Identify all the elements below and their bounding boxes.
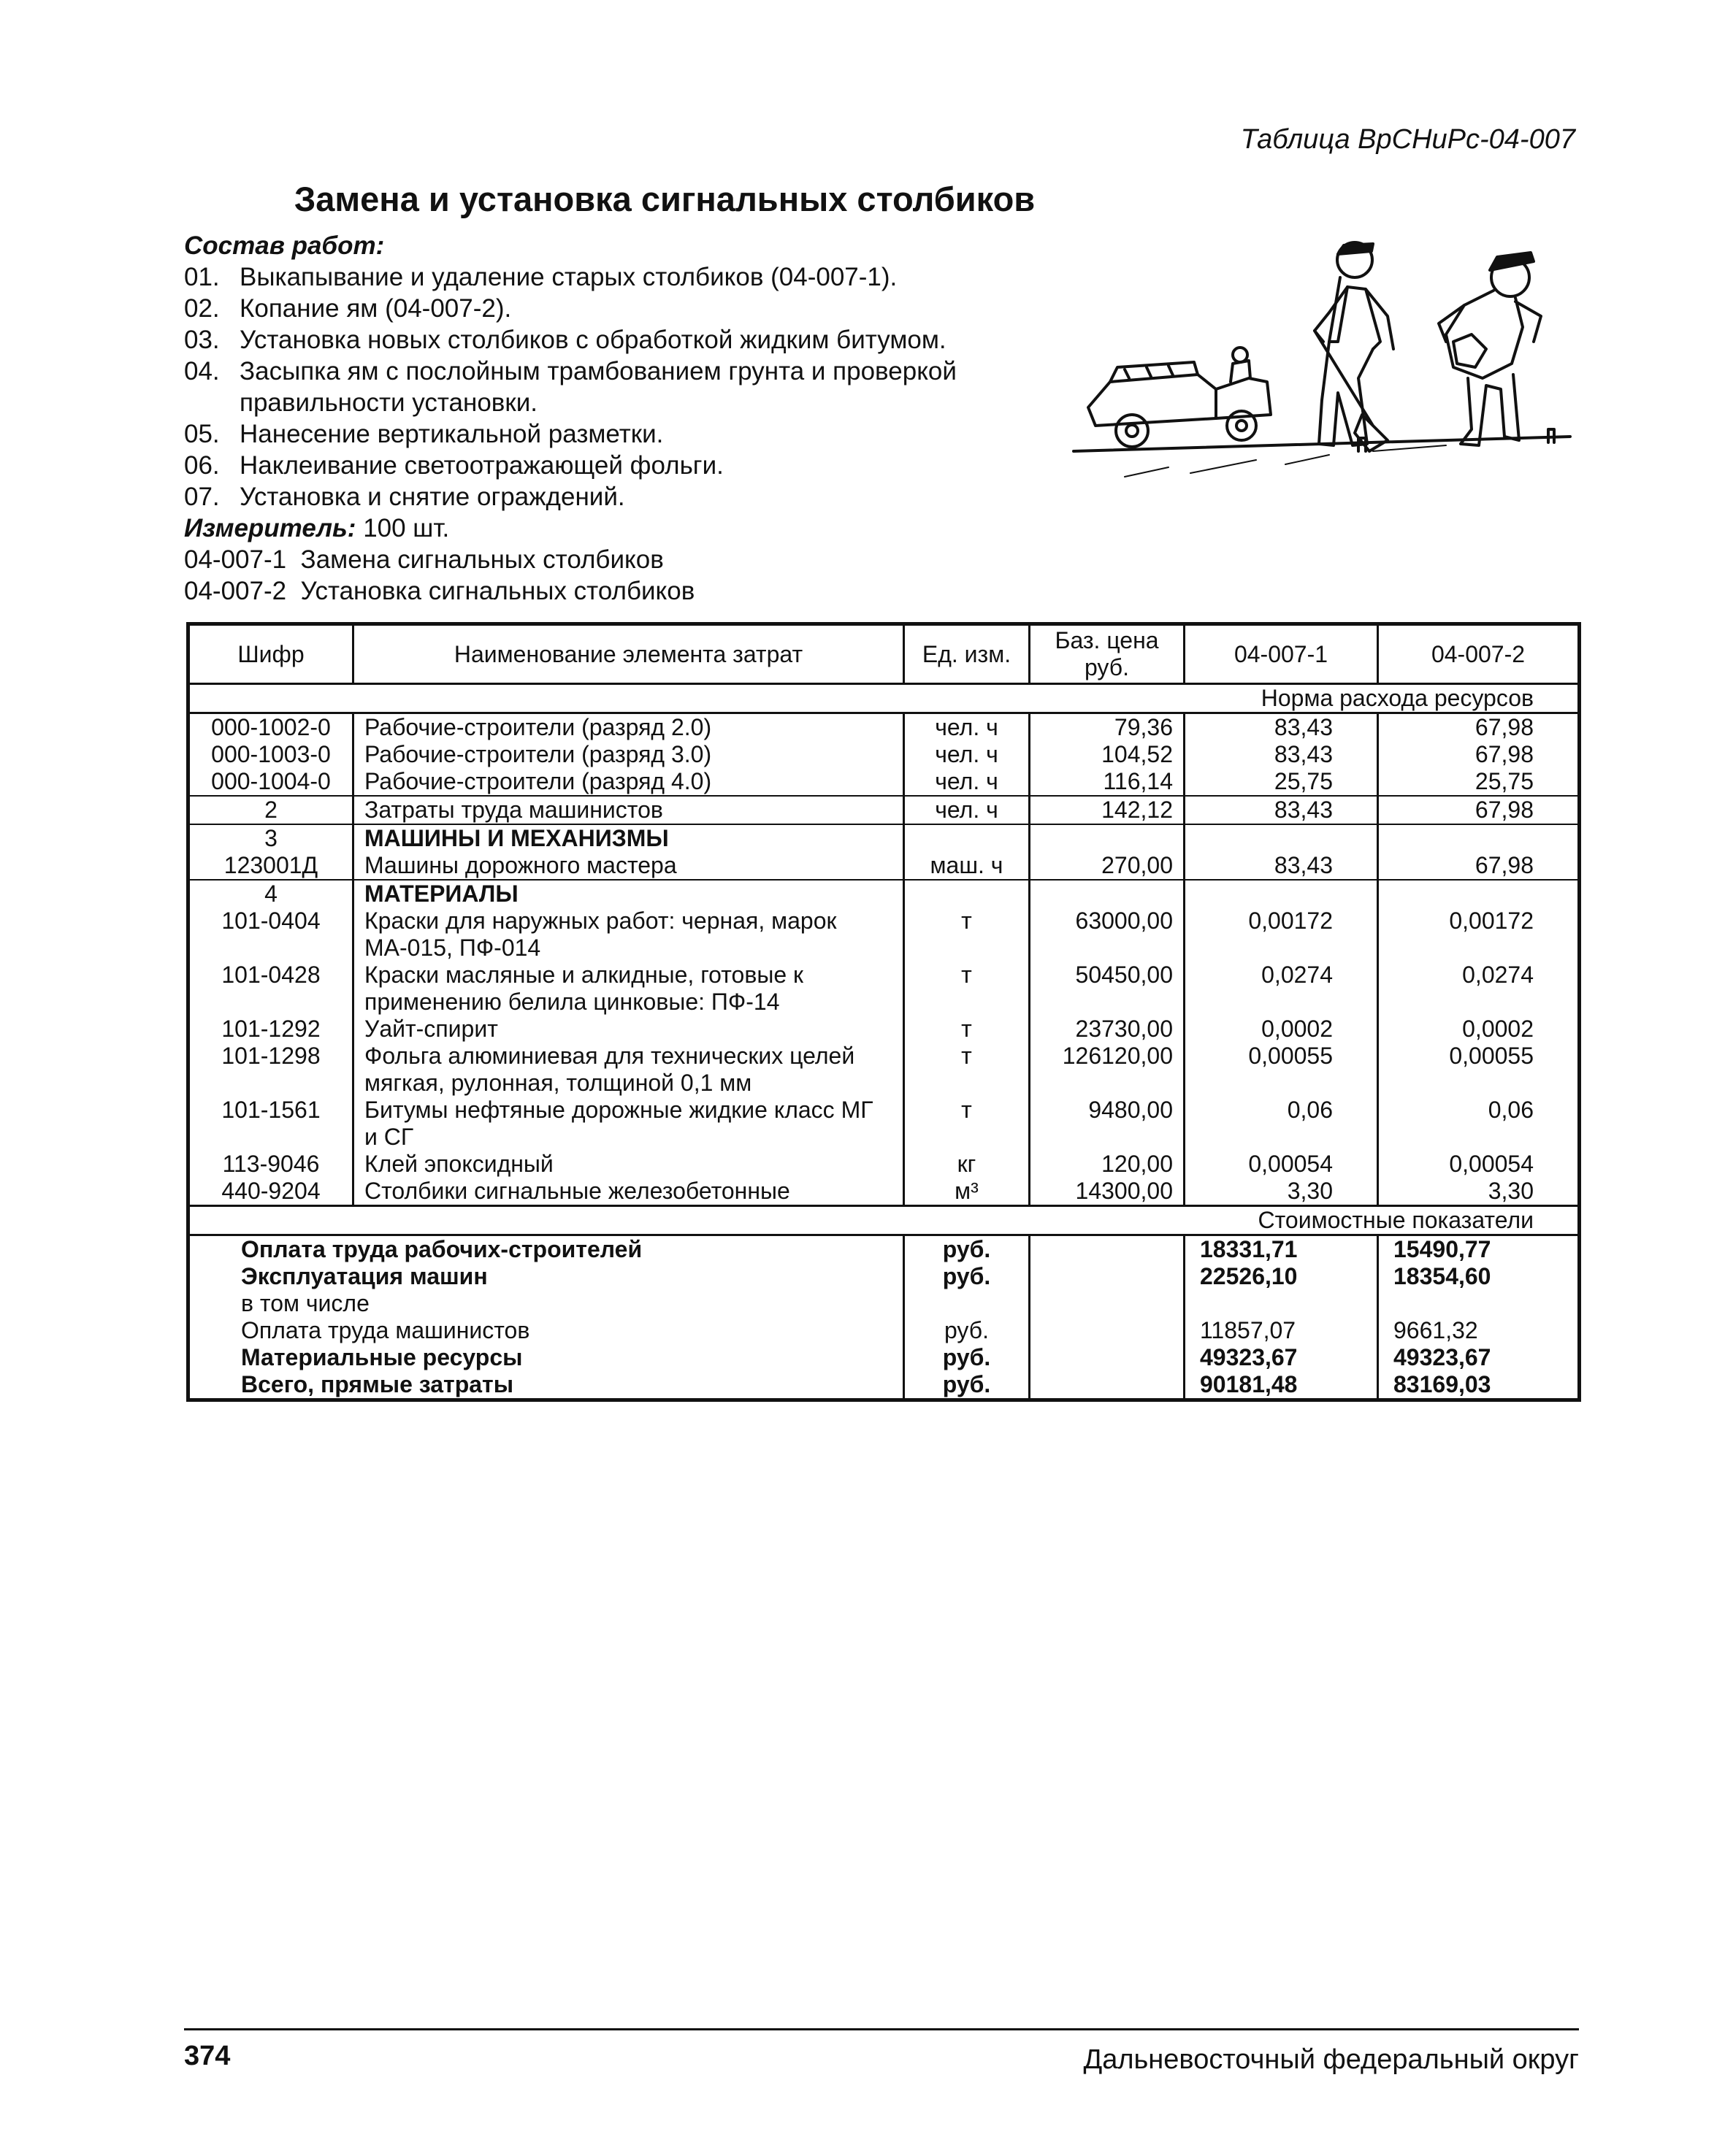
work-item-number: 02. [184, 294, 220, 323]
cell-unit: маш. ч [904, 852, 1030, 880]
cell-v1: 0,0274 [1185, 962, 1378, 1016]
cell-group-name: МАТЕРИАЛЫ [353, 880, 904, 908]
cell-v1: 3,30 [1185, 1178, 1378, 1206]
cell-empty [1030, 1263, 1185, 1290]
cell-name: Фольга алюминиевая для технических целей мягкая, рулонная, толщиной 0,1 мм [353, 1043, 904, 1097]
table-header-row [188, 624, 1580, 684]
cell-name: Битумы нефтяные дорожные жидкие класс МГ и СГ [353, 1097, 904, 1151]
cell-v1: 0,00172 [1185, 908, 1378, 962]
measure-value: 100 шт. [363, 514, 450, 542]
cell-v2: 0,06 [1488, 1097, 1534, 1123]
table-body [188, 684, 1580, 1400]
cell-price: 79,36 [1030, 713, 1185, 742]
cell-empty [1030, 880, 1185, 908]
measure-label: Измеритель: [184, 514, 356, 542]
work-composition [184, 230, 1060, 607]
cost-name: Всего, прямые затраты [188, 1371, 904, 1400]
work-item-text: Засыпка ям с послойным трамбованием грунта и проверкой правильности установки. [240, 357, 957, 417]
cell-empty [1378, 824, 1580, 852]
footer-rule [184, 2028, 1579, 2030]
cell-name: Краски масляные и алкидные, готовые к применению белила цинковые: ПФ-14 [353, 962, 904, 1016]
cell-v1: 83,43 [1185, 852, 1378, 880]
cost-v1: 11857,07 [1185, 1317, 1378, 1344]
cell-name: Машины дорожного мастера [353, 852, 904, 880]
table-row [188, 1016, 1580, 1043]
cell-v2: 67,98 [1378, 796, 1580, 824]
cell-name: Краски для наружных работ: черная, марок МА-015, ПФ-014 [353, 908, 904, 962]
road-workers-illustration [1066, 232, 1577, 495]
col-header-v2: 04-007-2 [1378, 624, 1580, 684]
cell-price: 120,00 [1030, 1151, 1185, 1178]
cost-row [188, 1235, 1580, 1264]
group-row [188, 880, 1580, 908]
cost-unit: руб. [904, 1263, 1030, 1290]
cell-name: Рабочие-строители (разряд 3.0) [353, 741, 904, 768]
cell-code: 113-9046 [188, 1151, 353, 1178]
cell-v2: 0,0274 [1462, 962, 1534, 988]
cell-v1: 83,43 [1185, 796, 1378, 824]
cell-group-code: 3 [188, 824, 353, 852]
cell-code: 440-9204 [188, 1178, 353, 1206]
cell-code: 000-1004-0 [188, 768, 353, 796]
cost-name: Эксплуатация машин [188, 1263, 904, 1290]
resource-table [186, 622, 1581, 1402]
cell-empty [904, 880, 1030, 908]
cost-v2: 83169,03 [1393, 1371, 1491, 1397]
cell-code: 101-1561 [188, 1097, 353, 1151]
work-item-text: Выкапывание и удаление старых столбиков (04-007-1). [240, 263, 898, 291]
cell-unit: кг [904, 1151, 1030, 1178]
group-row [188, 824, 1580, 852]
cell-price: 126120,00 [1030, 1043, 1185, 1097]
cell-code: 101-0428 [188, 962, 353, 1016]
cell-price: 104,52 [1030, 741, 1185, 768]
cost-unit [904, 1290, 1030, 1317]
cell-v1: 25,75 [1185, 768, 1378, 796]
work-item-text: Копание ям (04-007-2). [240, 294, 512, 323]
cell-name: Уайт-спирит [353, 1016, 904, 1043]
cell-v2: 3,30 [1488, 1178, 1534, 1204]
cost-v2 [1378, 1290, 1580, 1317]
cell-unit: чел. ч [904, 768, 1030, 796]
cell-unit: м³ [904, 1178, 1030, 1206]
cell-v1: 83,43 [1185, 741, 1378, 768]
cell-v1: 83,43 [1185, 713, 1378, 742]
cell-empty [1185, 880, 1378, 908]
cell-unit: т [904, 1016, 1030, 1043]
work-heading: Состав работ: [184, 231, 385, 260]
cell-empty [1030, 1317, 1185, 1344]
cost-v2: 49323,67 [1393, 1344, 1491, 1370]
cell-price: 142,12 [1030, 796, 1185, 824]
cell-price: 14300,00 [1030, 1178, 1185, 1206]
cell-unit: чел. ч [904, 713, 1030, 742]
cell-unit: т [904, 1097, 1030, 1151]
cost-name: Материальные ресурсы [188, 1344, 904, 1371]
cell-price: 270,00 [1030, 852, 1185, 880]
cost-v1 [1185, 1290, 1378, 1317]
cell-name: Затраты труда машинистов [353, 796, 904, 824]
cell-unit: т [904, 1043, 1030, 1097]
table-row [188, 713, 1580, 742]
table-code: Таблица ВрСНиРс-04-007 [1240, 124, 1575, 155]
cell-name: Рабочие-строители (разряд 4.0) [353, 768, 904, 796]
cell-name: Столбики сигнальные железобетонные [353, 1178, 904, 1206]
cell-v1: 0,06 [1185, 1097, 1378, 1151]
cost-band-label: Стоимостные показатели [188, 1206, 1580, 1235]
cost-row [188, 1344, 1580, 1371]
table-row [188, 796, 1580, 824]
cost-row [188, 1263, 1580, 1290]
cell-code: 101-1298 [188, 1043, 353, 1097]
cell-v1: 0,00054 [1185, 1151, 1378, 1178]
work-item-text: Установка и снятие ограждений. [240, 483, 625, 511]
cell-price: 63000,00 [1030, 908, 1185, 962]
cost-v2: 18354,60 [1393, 1263, 1491, 1289]
cell-empty [904, 824, 1030, 852]
cell-empty [1030, 1371, 1185, 1400]
cell-v2: 0,00172 [1449, 908, 1534, 934]
cell-code: 2 [188, 796, 353, 824]
table-row [188, 962, 1580, 1016]
work-item-number: 04. [184, 357, 220, 385]
measure-line [184, 513, 1060, 544]
work-item-text: Нанесение вертикальной разметки. [240, 420, 664, 448]
work-item [184, 261, 1060, 293]
cell-price: 9480,00 [1030, 1097, 1185, 1151]
cell-unit: т [904, 962, 1030, 1016]
cost-v2: 15490,77 [1393, 1236, 1491, 1262]
table-row [188, 741, 1580, 768]
table-row [188, 1097, 1580, 1151]
cell-empty [1030, 1290, 1185, 1317]
work-item [184, 356, 1060, 418]
cost-name: Оплата труда рабочих-строителей [188, 1235, 904, 1264]
work-item-number: 07. [184, 483, 220, 511]
cell-unit: чел. ч [904, 741, 1030, 768]
cell-empty [1378, 880, 1580, 908]
cost-unit: руб. [904, 1235, 1030, 1264]
cell-code: 000-1003-0 [188, 741, 353, 768]
cost-band [188, 1206, 1580, 1235]
col-header-v1: 04-007-1 [1185, 624, 1378, 684]
col-header-code: Шифр [188, 624, 353, 684]
work-item [184, 418, 1060, 450]
variant-1: 04-007-1 Замена сигнальных столбиков [184, 545, 664, 574]
norm-band-label: Норма расхода ресурсов [188, 684, 1580, 713]
variant-2: 04-007-2 Установка сигнальных столбиков [184, 577, 695, 605]
work-item [184, 450, 1060, 481]
page-title: Замена и установка сигнальных столбиков [294, 180, 1036, 218]
cell-v1: 0,00055 [1185, 1043, 1378, 1097]
cell-group-name: МАШИНЫ И МЕХАНИЗМЫ [353, 824, 904, 852]
work-item-text: Наклеивание светоотражающей фольги. [240, 451, 724, 480]
cell-price: 116,14 [1030, 768, 1185, 796]
cell-v2: 0,0002 [1462, 1016, 1534, 1042]
cell-empty [1030, 824, 1185, 852]
cost-v1: 49323,67 [1185, 1344, 1378, 1371]
cost-row [188, 1371, 1580, 1400]
work-item [184, 481, 1060, 513]
work-item-number: 05. [184, 420, 220, 448]
cost-unit: руб. [904, 1371, 1030, 1400]
col-header-price: Баз. цена руб. [1030, 624, 1185, 684]
work-item-text: Установка новых столбиков с обработкой жидким битумом. [240, 326, 946, 354]
cell-code: 000-1002-0 [188, 713, 353, 742]
norm-band [188, 684, 1580, 713]
cell-v1: 0,0002 [1185, 1016, 1378, 1043]
work-item [184, 293, 1060, 324]
cost-v1: 22526,10 [1185, 1263, 1378, 1290]
cell-empty [1030, 1235, 1185, 1264]
work-item [184, 324, 1060, 356]
cell-v2: 0,00054 [1449, 1151, 1534, 1177]
cell-code: 101-1292 [188, 1016, 353, 1043]
table-row [188, 1151, 1580, 1178]
work-item-number: 06. [184, 451, 220, 480]
cell-v2: 67,98 [1475, 741, 1534, 767]
cell-v2: 67,98 [1378, 852, 1580, 880]
cost-v1: 18331,71 [1185, 1235, 1378, 1264]
work-item-number: 01. [184, 263, 220, 291]
footer-region: Дальневосточный федеральный округ [1083, 2044, 1579, 2075]
work-item-number: 03. [184, 326, 220, 354]
table-row [188, 1043, 1580, 1097]
cell-v2: 0,00055 [1449, 1043, 1534, 1069]
cost-unit: руб. [904, 1317, 1030, 1344]
cell-empty [1185, 824, 1378, 852]
cell-v2: 25,75 [1378, 768, 1580, 796]
cell-price: 50450,00 [1030, 962, 1185, 1016]
table-row [188, 852, 1580, 880]
cost-row [188, 1317, 1580, 1344]
work-list [184, 261, 1060, 513]
cost-name: Оплата труда машинистов [188, 1317, 904, 1344]
col-header-name: Наименование элемента затрат [353, 624, 904, 684]
cell-unit: чел. ч [904, 796, 1030, 824]
page-number: 374 [184, 2041, 231, 2071]
cost-name: в том числе [188, 1290, 904, 1317]
cost-row [188, 1290, 1580, 1317]
table-row [188, 768, 1580, 796]
cost-unit: руб. [904, 1344, 1030, 1371]
cost-v2: 9661,32 [1393, 1317, 1478, 1343]
table-row [188, 908, 1580, 962]
cell-group-code: 4 [188, 880, 353, 908]
cell-empty [1030, 1344, 1185, 1371]
cell-code: 123001Д [188, 852, 353, 880]
cell-name: Рабочие-строители (разряд 2.0) [353, 713, 904, 742]
cell-name: Клей эпоксидный [353, 1151, 904, 1178]
table-row [188, 1178, 1580, 1206]
cost-v1: 90181,48 [1185, 1371, 1378, 1400]
cell-v2: 67,98 [1475, 714, 1534, 740]
col-header-unit: Ед. изм. [904, 624, 1030, 684]
cell-code: 101-0404 [188, 908, 353, 962]
cell-price: 23730,00 [1030, 1016, 1185, 1043]
cell-unit: т [904, 908, 1030, 962]
